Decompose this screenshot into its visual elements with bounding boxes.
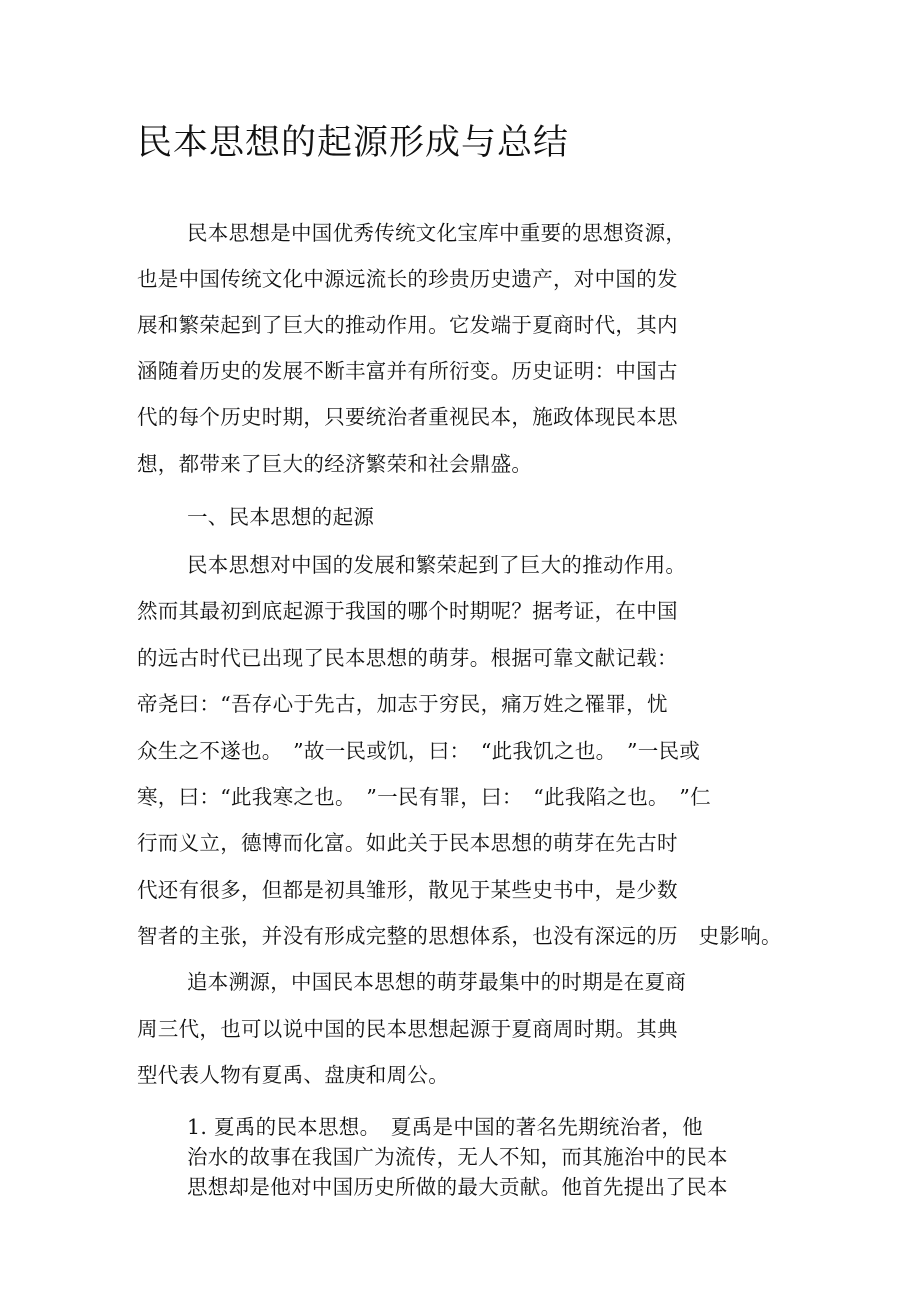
list-item-line: 治水的故事在我国广为流传，无人不知，而其施治中的民本 <box>187 1145 728 1169</box>
paragraph-line: 众生之不遂也。 ”故一民或饥，曰： “此我饥之也。 ”一民或 <box>137 739 701 763</box>
section-heading: 一、民本思想的起源 <box>187 505 375 529</box>
paragraph-line: 帝尧曰：“吾存心于先古，加志于穷民，痛万姓之罹罪，忧 <box>137 692 668 716</box>
paragraph-line: 型代表人物有夏禹、盘庚和周公。 <box>137 1063 449 1087</box>
paragraph-line: 然而其最初到底起源于我国的哪个时期呢？据考证，在中国 <box>137 599 678 623</box>
paragraph-line: 民本思想对中国的发展和繁荣起到了巨大的推动作用。 <box>187 553 687 577</box>
paragraph-line: 智者的主张，并没有形成完整的思想体系，也没有深远的历 史影响。 <box>137 924 782 948</box>
paragraph-line: 追本溯源，中国民本思想的萌芽最集中的时期是在夏商 <box>187 970 687 994</box>
paragraph-line: 民本思想是中国优秀传统文化宝库中重要的思想资源， <box>187 221 687 245</box>
paragraph-line: 涵随着历史的发展不断丰富并有所衍变。历史证明：中国古 <box>137 359 678 383</box>
paragraph-line: 也是中国传统文化中源远流长的珍贵历史遗产，对中国的发 <box>137 267 678 291</box>
list-item-line: 1. 夏禹的民本思想。 夏禹是中国的著名先期统治者，他 <box>187 1115 703 1139</box>
paragraph-line: 寒，曰：“此我寒之也。 ”一民有罪，曰： “此我陷之也。 ”仁 <box>137 785 711 809</box>
list-item-line: 思想却是他对中国历史所做的最大贡献。他首先提出了民本 <box>187 1175 728 1199</box>
paragraph-line: 行而义立，德博而化富。如此关于民本思想的萌芽在先古时 <box>137 831 678 855</box>
page-title: 民本思想的起源形成与总结 <box>137 123 570 163</box>
paragraph-line: 代还有很多，但都是初具雏形，散见于某些史书中，是少数 <box>137 878 678 902</box>
paragraph-line: 的远古时代已出现了民本思想的萌芽。根据可靠文献记载： <box>137 646 678 670</box>
paragraph-line: 代的每个历史时期，只要统治者重视民本，施政体现民本思 <box>137 405 678 429</box>
paragraph-line: 想，都带来了巨大的经济繁荣和社会鼎盛。 <box>137 452 533 476</box>
paragraph-line: 展和繁荣起到了巨大的推动作用。它发端于夏商时代，其内 <box>137 313 678 337</box>
paragraph-line: 周三代，也可以说中国的民本思想起源于夏商周时期。其典 <box>137 1017 678 1041</box>
